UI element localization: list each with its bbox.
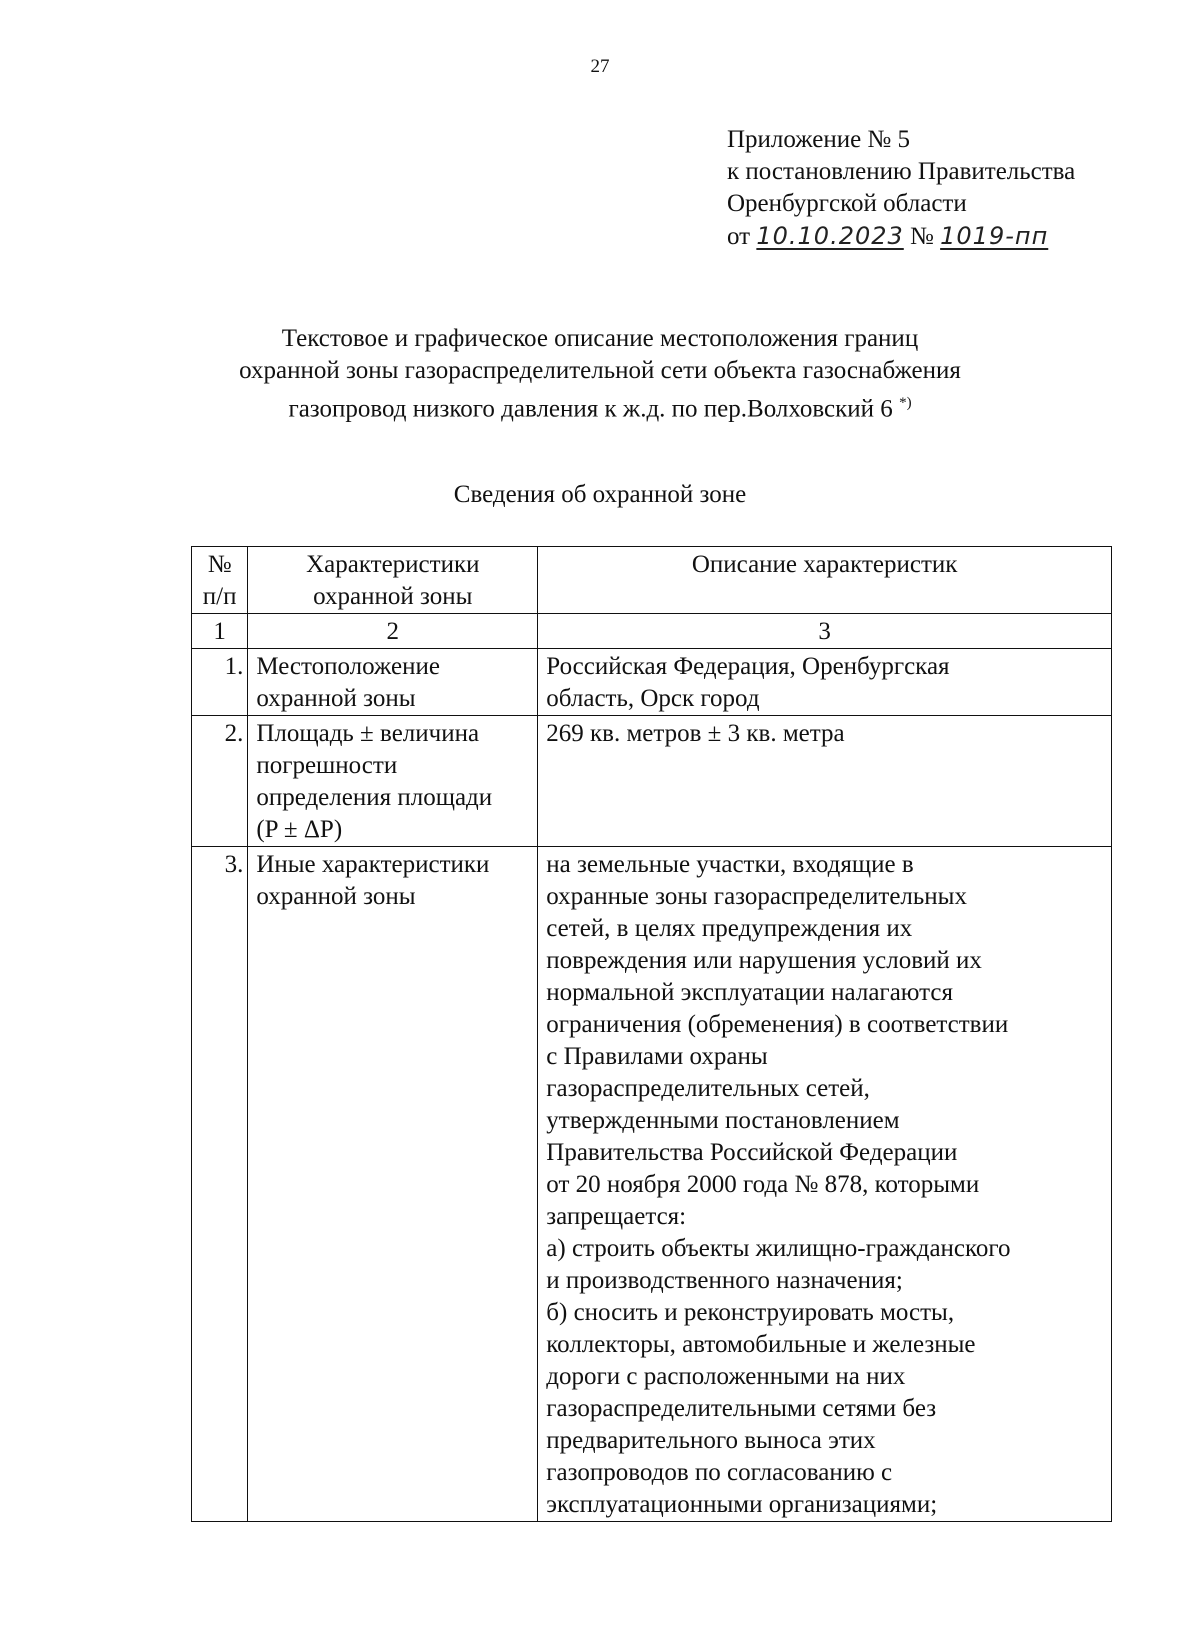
text-line: и производственного назначения; <box>546 1267 903 1294</box>
text-line: ограничения (обременения) в соответствии <box>546 1011 1009 1038</box>
text-line: охранной зоны <box>256 685 416 712</box>
table-header-row <box>192 547 1112 614</box>
title-line-2: охранной зоны газораспределительной сети объекта газоснабжения <box>239 357 961 384</box>
text-line: охранные зоны газораспределительных <box>546 883 967 910</box>
handwritten-date: 10.10.2023 <box>756 222 904 250</box>
row-characteristic <box>248 649 538 716</box>
appendix-date-line <box>727 220 1075 253</box>
text-line: на земельные участки, входящие в <box>546 851 914 878</box>
header-col-num <box>192 547 248 614</box>
text-line: от 20 ноября 2000 года № 878, которыми <box>546 1171 980 1198</box>
date-prefix: от <box>727 223 751 250</box>
row-characteristic <box>248 716 538 847</box>
header-col-characteristics <box>248 547 538 614</box>
header-col-characteristics-line: охранной зоны <box>313 583 473 610</box>
page-number: 27 <box>590 56 610 77</box>
text-line: газораспределительными сетями без <box>546 1395 937 1422</box>
header-col-description-line: Описание характеристик <box>691 551 958 578</box>
appendix-line-2: к постановлению Правительства <box>727 158 1076 185</box>
text-line: б) сносить и реконструировать мосты, <box>546 1299 955 1326</box>
table-index-row <box>192 614 1112 649</box>
text-line: Иные характеристики <box>256 851 490 878</box>
text-line: Правительства Российской Федерации <box>546 1139 958 1166</box>
text-line: дороги с расположенными на них <box>546 1363 906 1390</box>
text-line: охранной зоны <box>256 883 416 910</box>
text-line: газопроводов по согласованию с <box>546 1459 893 1486</box>
header-col-num-line: № <box>207 551 232 578</box>
text-line: Российская Федерация, Оренбургская <box>546 653 950 680</box>
header-col-description <box>538 547 1112 614</box>
text-line: погрешности <box>256 752 398 779</box>
column-index: 2 <box>248 614 538 649</box>
row-description <box>538 649 1112 716</box>
row-number: 2. <box>192 716 248 847</box>
table-row <box>192 716 1112 847</box>
table-row <box>192 649 1112 716</box>
text-line: определения площади <box>256 784 493 811</box>
row-number: 3. <box>192 847 248 1522</box>
text-line: Площадь ± величина <box>256 720 480 747</box>
handwritten-number: 1019-пп <box>940 222 1049 250</box>
text-line: коллекторы, автомобильные и железные <box>546 1331 976 1358</box>
text-line: повреждения или нарушения условий их <box>546 947 982 974</box>
row-description <box>538 847 1112 1522</box>
row-characteristic <box>248 847 538 1522</box>
text-line: запрещается: <box>546 1203 687 1230</box>
footnote-mark: *) <box>899 395 912 411</box>
header-col-num-line: п/п <box>202 583 237 610</box>
text-line: 269 кв. метров ± 3 кв. метра <box>546 720 845 747</box>
title-line-3-text: газопровод низкого давления к ж.д. по пер.Волховский 6 <box>288 395 893 423</box>
text-line: газораспределительных сетей, <box>546 1075 870 1102</box>
table-row <box>192 847 1112 1522</box>
zone-info-table <box>191 546 1112 1522</box>
section-subtitle: Сведения об охранной зоне <box>453 481 747 508</box>
text-line: эксплуатационными организациями; <box>546 1491 938 1518</box>
appendix-header <box>727 124 1075 253</box>
text-line: нормальной эксплуатации налагаются <box>546 979 953 1006</box>
row-description <box>538 716 1112 847</box>
column-index: 3 <box>538 614 1112 649</box>
text-line: (P ± ΔP) <box>256 816 343 843</box>
appendix-line-3: Оренбургской области <box>727 190 967 217</box>
text-line: сетей, в целях предупреждения их <box>546 915 913 942</box>
column-index: 1 <box>192 614 248 649</box>
text-line: предварительного выноса этих <box>546 1427 876 1454</box>
number-sign: № <box>910 223 934 250</box>
title-line-3 <box>0 387 1200 425</box>
text-line: с Правилами охраны <box>546 1043 768 1070</box>
appendix-line-1: Приложение № 5 <box>727 126 911 153</box>
text-line: Местоположение <box>256 653 440 680</box>
text-line: утвержденными постановлением <box>546 1107 900 1134</box>
text-line: а) строить объекты жилищно-гражданского <box>546 1235 1011 1262</box>
title-line-1: Текстовое и графическое описание местоположения границ <box>281 325 919 352</box>
header-col-characteristics-line: Характеристики <box>306 551 480 578</box>
document-title <box>0 323 1200 425</box>
text-line: область, Орск город <box>546 685 760 712</box>
row-number: 1. <box>192 649 248 716</box>
